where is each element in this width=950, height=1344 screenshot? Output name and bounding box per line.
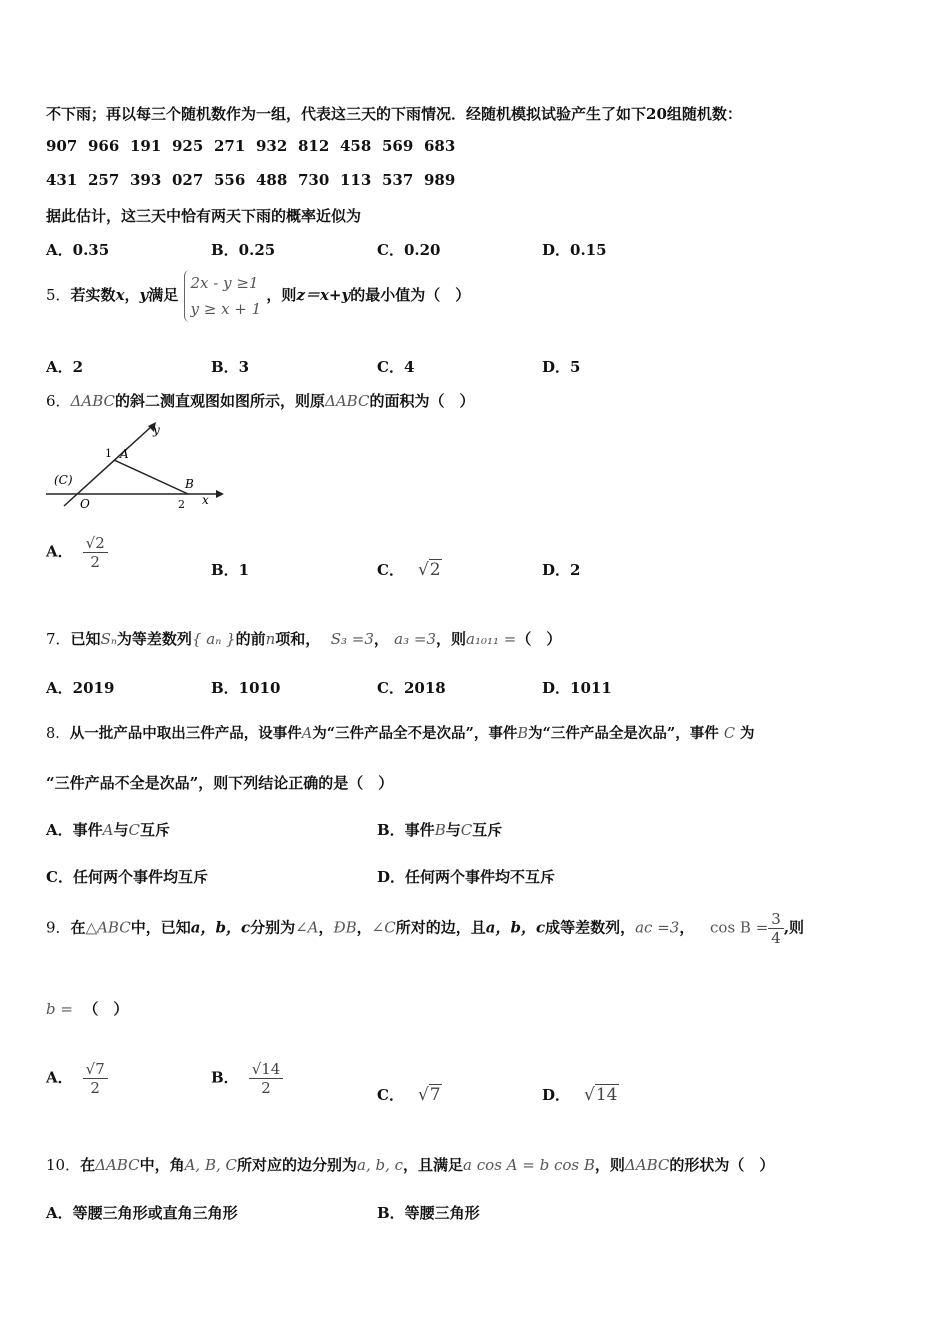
q6-number: 6． xyxy=(46,392,71,410)
q9-sides: a，b，c xyxy=(485,918,546,937)
q9-angle-b: ÐB xyxy=(333,918,357,937)
q9-text: ,则 xyxy=(783,918,805,937)
random-number: 027 xyxy=(172,171,204,189)
q7-stem xyxy=(46,628,561,649)
q7-text: ，则 xyxy=(436,630,467,648)
q5-option-b: B．3 xyxy=(211,358,250,376)
random-number: 569 xyxy=(382,137,414,155)
q6-option-b: B．1 xyxy=(211,561,250,579)
random-number: 932 xyxy=(256,137,288,155)
x-axis-arrow xyxy=(216,490,224,498)
q10-text: ，则 xyxy=(594,1156,625,1174)
random-number: 556 xyxy=(214,171,246,189)
q5-text: 的最小值为（ ） xyxy=(350,286,471,304)
q9-b-equals: b = xyxy=(46,1000,73,1018)
fraction-denominator: 2 xyxy=(90,553,100,571)
q8-option-d: D．任何两个事件均不互斥 xyxy=(377,868,556,886)
q9-text: ， xyxy=(318,918,334,937)
q9-option-c-label: C． xyxy=(377,1086,404,1104)
q10-triangle: ΔABC xyxy=(95,1156,140,1174)
label-a: A xyxy=(120,447,129,461)
q6-option-c-label: C． xyxy=(377,561,404,579)
q9-option-c xyxy=(377,1084,442,1105)
q5-stem xyxy=(46,270,470,322)
q5-var-y: y xyxy=(139,286,149,304)
q7-text: 的前 xyxy=(235,630,266,648)
q9-cos-b: cos B = xyxy=(710,918,769,937)
q9-stem xyxy=(46,910,804,947)
q8-option-c: C．任何两个事件均互斥 xyxy=(46,868,208,886)
q10-text: ，且满足 xyxy=(403,1156,464,1174)
q9-text: ， xyxy=(679,918,695,937)
q6-option-c xyxy=(377,559,442,580)
q8-number: 8． xyxy=(46,726,70,742)
q5-text: 若实数 xyxy=(70,286,116,304)
q4-option-a: A．0.35 xyxy=(46,241,110,259)
q9-option-d-sqrt: √14 xyxy=(584,1085,618,1105)
q8-option-a xyxy=(46,819,170,840)
q10-text: 所对应的边分别为 xyxy=(236,1156,357,1174)
q5-text: ，则 xyxy=(266,286,297,304)
random-number: 113 xyxy=(340,171,372,189)
q9-option-b-label: B． xyxy=(211,1068,239,1087)
q4-option-d: D．0.15 xyxy=(542,241,607,259)
q9-triangle: △ABC xyxy=(85,918,131,937)
random-number: 488 xyxy=(256,171,288,189)
q8-text: 为“三件产品全不是次品”，事件 xyxy=(312,725,518,742)
q8-text: 互斥 xyxy=(472,821,503,839)
random-row-1 xyxy=(46,137,466,155)
q5-ineq-1: 2x - y ≥1 xyxy=(190,274,259,292)
fraction-numerator: √7 xyxy=(83,1060,108,1079)
q8-text: 互斥 xyxy=(139,821,170,839)
label-x: x xyxy=(202,493,209,507)
random-number: 537 xyxy=(382,171,414,189)
q8-text: 与 xyxy=(113,821,129,839)
q8-event-c: C xyxy=(460,821,473,839)
q6-option-a xyxy=(46,534,108,571)
random-number: 191 xyxy=(130,137,162,155)
q10-option-a: A．等腰三角形或直角三角形 xyxy=(46,1204,238,1222)
q6-stem xyxy=(46,390,474,411)
q8-text: A．事件 xyxy=(46,821,103,839)
q8-event-a: A xyxy=(301,726,313,742)
q5-comma: ， xyxy=(124,286,140,304)
q10-triangle: ΔABC xyxy=(624,1156,670,1174)
random-number: 458 xyxy=(340,137,372,155)
q6-triangle: ΔABC xyxy=(70,392,115,410)
q10-text: 在 xyxy=(80,1156,96,1174)
q6-option-a-fraction xyxy=(83,534,108,571)
random-number: 730 xyxy=(298,171,330,189)
q6-option-d: D．2 xyxy=(542,561,581,579)
fraction-denominator: 4 xyxy=(771,929,781,947)
fraction-denominator: 2 xyxy=(261,1079,271,1097)
q9-option-c-sqrt: √7 xyxy=(417,1085,441,1105)
q7-n: n xyxy=(265,630,276,648)
random-number: 271 xyxy=(214,137,246,155)
q9-sides: a，b，c xyxy=(190,918,251,937)
q5-text: 满足 xyxy=(148,286,179,304)
q7-a1011: a₁₀₁₁ = xyxy=(466,630,517,648)
q10-sides: a, b, c xyxy=(357,1156,404,1174)
q10-number: 10． xyxy=(46,1156,81,1174)
q9-text: 所对的边，且 xyxy=(395,918,486,937)
q9-text: 在 xyxy=(70,918,86,937)
q5-ineq-2: y ≥ x + 1 xyxy=(190,300,262,318)
label-b: B xyxy=(185,477,194,491)
q9-text: 成等差数列， xyxy=(545,918,636,937)
random-number: 966 xyxy=(88,137,120,155)
q6-oblique-figure xyxy=(44,418,224,513)
q4-option-b: B．0.25 xyxy=(211,241,276,259)
label-y: y xyxy=(153,423,160,437)
q7-sn: Sₙ xyxy=(100,630,117,648)
q7-s3: S₃ =3 xyxy=(330,630,374,648)
fraction-denominator: 2 xyxy=(90,1079,100,1097)
q8-stem-line-2: “三件产品不全是次品”，则下列结论正确的是（ ） xyxy=(46,774,394,792)
label-one: 1 xyxy=(105,447,112,460)
q8-event-a: A xyxy=(102,821,114,839)
random-number: 989 xyxy=(424,171,456,189)
q9-text: 分别为 xyxy=(250,918,296,937)
random-number: 925 xyxy=(172,137,204,155)
q6-text: 的面积为（ ） xyxy=(369,392,475,410)
q6-triangle: ΔABC xyxy=(325,392,370,410)
q5-option-c: C．4 xyxy=(377,358,415,376)
q8-event-b: B xyxy=(517,726,529,742)
q4-option-c: C．0.20 xyxy=(377,241,441,259)
q9-option-b-fraction xyxy=(249,1060,284,1097)
q9-option-a-label: A． xyxy=(46,1068,73,1087)
label-c: (C) xyxy=(54,473,73,487)
random-number: 683 xyxy=(424,137,456,155)
radicand: 2 xyxy=(429,560,441,580)
q6-option-a-label: A． xyxy=(46,542,73,561)
q7-text: 项和， xyxy=(275,630,321,648)
random-number: 812 xyxy=(298,137,330,155)
radicand: 14 xyxy=(595,1085,618,1105)
intro-line: 不下雨；再以每三个随机数作为一组，代表这三天的下雨情况．经随机模拟试验产生了如下20组随机数： xyxy=(46,105,742,123)
random-number: 431 xyxy=(46,171,78,189)
q10-text: 的形状为（ ） xyxy=(669,1156,775,1174)
q9-option-a-fraction xyxy=(83,1060,108,1097)
q9-angle-c: ∠C xyxy=(371,918,396,937)
q10-equation: a cos A = b cos B xyxy=(463,1156,595,1174)
q5-var-x: x xyxy=(115,286,125,304)
fraction-numerator: 3 xyxy=(768,910,784,929)
q9-option-a xyxy=(46,1060,108,1097)
fraction-numerator: √14 xyxy=(249,1060,284,1079)
q8-text: 与 xyxy=(445,821,461,839)
q9-option-d-label: D． xyxy=(542,1086,571,1104)
q7-text: ， xyxy=(373,630,389,648)
label-two: 2 xyxy=(178,498,185,511)
q9-cos-fraction xyxy=(768,910,784,947)
label-o: O xyxy=(80,497,90,511)
q9-angle-a: ∠A xyxy=(295,918,319,937)
q7-option-c: C．2018 xyxy=(377,679,446,697)
q9-paren: （ ） xyxy=(83,1000,129,1018)
q9-text: 中，已知 xyxy=(130,918,191,937)
random-number: 393 xyxy=(130,171,162,189)
q7-number: 7． xyxy=(46,630,71,648)
q7-text: 已知 xyxy=(70,630,101,648)
q9-ac: ac =3 xyxy=(635,918,680,937)
q7-a3: a₃ =3 xyxy=(394,630,437,648)
q7-option-a: A．2019 xyxy=(46,679,115,697)
radicand: 7 xyxy=(429,1085,441,1105)
q9-number: 9． xyxy=(46,918,71,937)
q8-text: 为 xyxy=(739,725,755,742)
q5-option-a: A．2 xyxy=(46,358,84,376)
q5-expr: z＝x+y xyxy=(296,286,351,304)
q7-text: 为等差数列 xyxy=(116,630,192,648)
q5-system xyxy=(184,270,262,322)
random-number: 257 xyxy=(88,171,120,189)
q7-option-b: B．1010 xyxy=(211,679,281,697)
q9-option-b xyxy=(211,1060,283,1097)
q10-stem xyxy=(46,1154,774,1175)
q9-text: ， xyxy=(356,918,372,937)
q9-option-d xyxy=(542,1084,619,1105)
q8-text: 从一批产品中取出三件产品，设事件 xyxy=(69,725,302,742)
q7-sequence: { aₙ } xyxy=(191,630,236,648)
q4-prompt: 据此估计，这三天中恰有两天下雨的概率近似为 xyxy=(46,207,362,225)
q5-number: 5． xyxy=(46,286,71,304)
q7-text: （ ） xyxy=(516,630,562,648)
segment-ab xyxy=(114,460,188,494)
random-row-2 xyxy=(46,171,466,189)
q7-option-d: D．1011 xyxy=(542,679,612,697)
q10-angles: A, B, C xyxy=(184,1156,237,1174)
q6-option-c-sqrt: √2 xyxy=(417,560,441,580)
q5-option-d: D．5 xyxy=(542,358,581,376)
q8-event-c: C xyxy=(723,726,735,742)
q6-text: 的斜二测直观图如图所示，则原 xyxy=(115,392,326,410)
q9-stem-line-2 xyxy=(46,998,128,1019)
q8-stem-line-1 xyxy=(46,722,754,743)
q8-text: B．事件 xyxy=(377,821,435,839)
fraction-numerator: √2 xyxy=(83,534,108,553)
q8-text: 为“三件产品全是次品”，事件 xyxy=(528,725,719,742)
q8-event-b: B xyxy=(434,821,446,839)
q10-text: 中，角 xyxy=(139,1156,185,1174)
q8-event-c: C xyxy=(128,821,140,839)
random-number: 907 xyxy=(46,137,78,155)
q8-option-b xyxy=(377,819,502,840)
q10-option-b: B．等腰三角形 xyxy=(377,1204,480,1222)
